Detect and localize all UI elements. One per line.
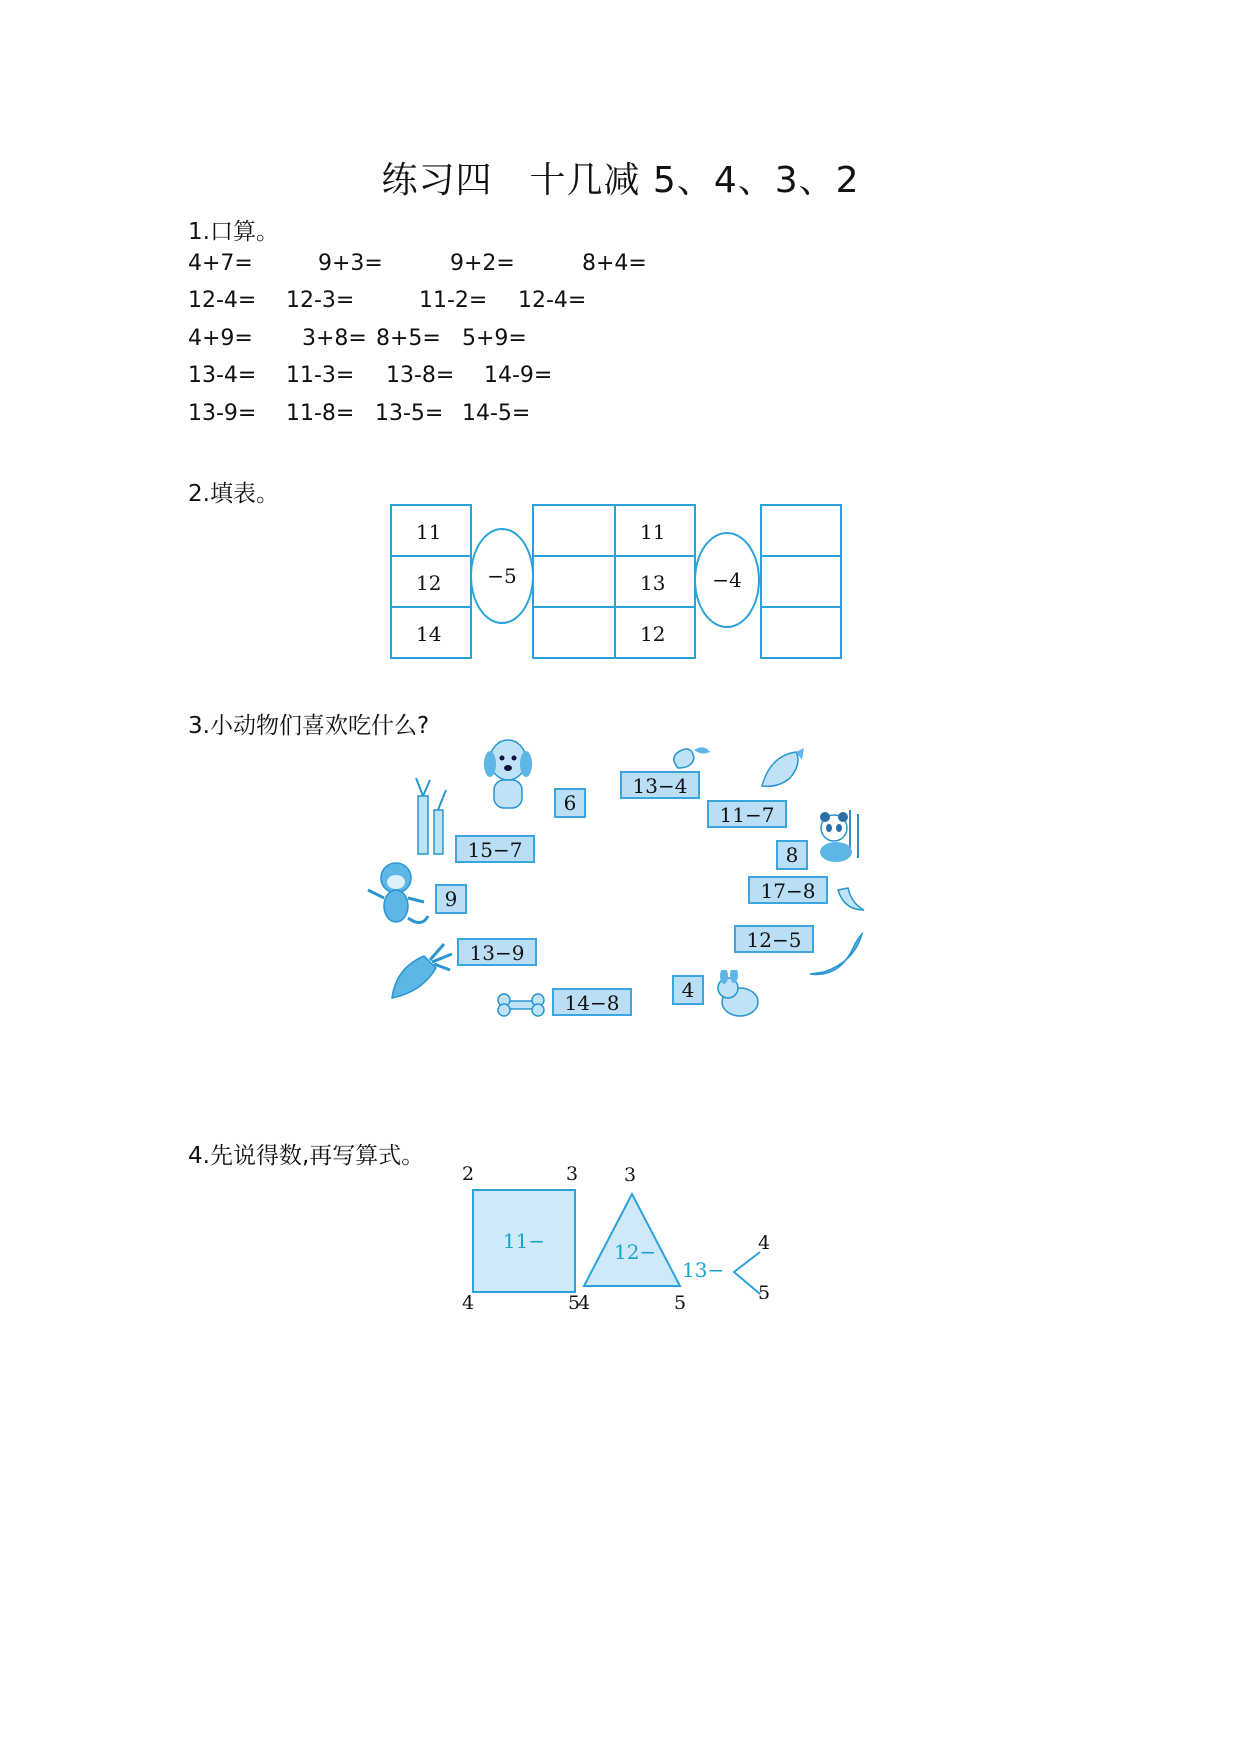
square-top-right-number: 3 <box>566 1163 579 1185</box>
carrot-icon <box>386 940 456 1004</box>
equation: 14-5= <box>462 401 531 426</box>
expression-card[interactable]: 12−5 <box>734 925 814 953</box>
equation: 3+8= <box>302 326 367 351</box>
rabbit-icon <box>710 970 766 1020</box>
equation: 9+2= <box>450 251 515 276</box>
answer-cell[interactable] <box>760 504 842 557</box>
answer-cell[interactable] <box>760 555 842 608</box>
answer-card[interactable]: 8 <box>776 840 808 870</box>
dog-icon <box>478 734 538 814</box>
answer-card[interactable]: 4 <box>672 975 704 1005</box>
operator-label: −5 <box>487 564 517 588</box>
square-bottom-right-number: 5 <box>568 1292 581 1314</box>
triangle-bottom-left-number: 4 <box>578 1292 591 1314</box>
input-number-cell: 11 <box>614 504 696 557</box>
answer-card[interactable]: 9 <box>435 884 467 914</box>
equation: 13-9= <box>188 401 257 426</box>
branch-expression: 13− <box>682 1258 725 1282</box>
square-expression: 11− <box>502 1229 546 1253</box>
chili-icon <box>806 932 866 980</box>
equation: 14-9= <box>484 363 553 388</box>
expression-card[interactable]: 13−4 <box>620 771 700 799</box>
equation: 5+9= <box>462 326 527 351</box>
branch-upper-number: 4 <box>758 1232 771 1254</box>
banana-icon <box>834 882 868 916</box>
page-title: 练习四 十几减 5、4、3、2 <box>381 160 860 201</box>
section-1-heading: 1.口算。 <box>188 219 279 245</box>
square-shape <box>472 1189 576 1293</box>
equation: 12-3= <box>286 288 355 313</box>
fish-icon <box>756 746 806 794</box>
operator-oval <box>694 532 760 628</box>
expression-card[interactable]: 14−8 <box>552 988 632 1016</box>
expression-card[interactable]: 17−8 <box>748 876 828 904</box>
answer-cell[interactable] <box>532 504 616 557</box>
operator-oval <box>470 528 534 624</box>
equation: 12-4= <box>188 288 257 313</box>
input-number-cell: 12 <box>614 606 696 659</box>
equation: 9+3= <box>318 251 383 276</box>
equation: 13-8= <box>386 363 455 388</box>
equation: 4+7= <box>188 251 253 276</box>
equation: 8+4= <box>582 251 647 276</box>
triangle-top-number: 3 <box>624 1164 637 1186</box>
section-4-heading: 4.先说得数,再写算式。 <box>188 1143 425 1169</box>
expression-card[interactable]: 15−7 <box>455 835 535 863</box>
operator-label: −4 <box>712 568 742 592</box>
bamboo-icon <box>408 776 452 856</box>
square-bottom-left-number: 4 <box>462 1292 475 1314</box>
branch-lower-number: 5 <box>758 1282 771 1304</box>
expression-card[interactable]: 11−7 <box>707 800 787 828</box>
panda-icon <box>814 806 866 866</box>
input-number-cell: 12 <box>390 555 472 608</box>
equation: 13-4= <box>188 363 257 388</box>
input-number-cell: 14 <box>390 606 472 659</box>
bone-icon <box>494 988 548 1022</box>
square-top-left-number: 2 <box>462 1163 475 1185</box>
section-3-heading: 3.小动物们喜欢吃什么? <box>188 713 430 739</box>
answer-cell[interactable] <box>532 555 616 608</box>
monkey-icon <box>362 858 432 932</box>
equation: 11-8= <box>286 401 355 426</box>
input-number-cell: 13 <box>614 555 696 608</box>
expression-card[interactable]: 13−9 <box>457 938 537 966</box>
peach-icon <box>658 738 718 778</box>
triangle-bottom-right-number: 5 <box>674 1292 687 1314</box>
answer-card[interactable]: 6 <box>554 788 586 818</box>
answer-cell[interactable] <box>532 606 616 659</box>
equation: 13-5= <box>375 401 444 426</box>
equation: 4+9= <box>188 326 253 351</box>
section-2-heading: 2.填表。 <box>188 481 279 507</box>
equation: 12-4= <box>518 288 587 313</box>
triangle-expression: 12− <box>614 1240 657 1264</box>
equation: 8+5= <box>376 326 441 351</box>
equation: 11-2= <box>419 288 488 313</box>
answer-cell[interactable] <box>760 606 842 659</box>
input-number-cell: 11 <box>390 504 472 557</box>
equation: 11-3= <box>286 363 355 388</box>
